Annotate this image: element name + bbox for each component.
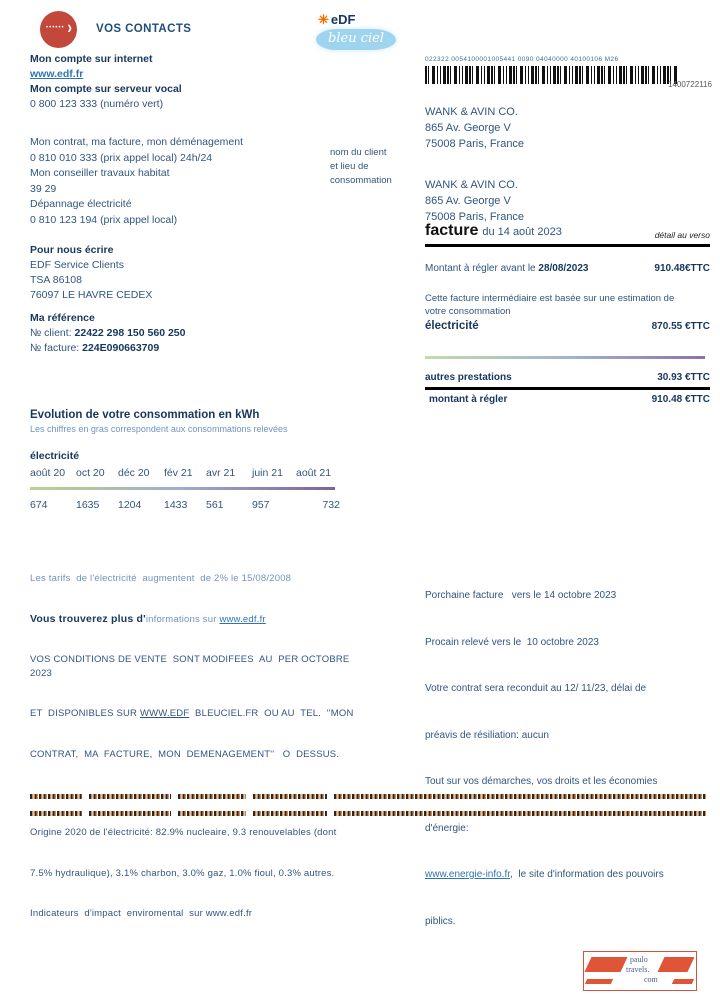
origin-line: Origine 2020 de l'électricité: 82.9% nucleaire, 9.3 renouvelables (dont bbox=[30, 827, 337, 838]
due-amount-row: Montant à régler avant le 28/08/2023 910.48€TTC bbox=[425, 263, 710, 274]
totals-block bbox=[425, 372, 710, 405]
dotted-separator bbox=[30, 794, 706, 799]
advisor-label: Mon conseiller travaux habitat bbox=[30, 167, 170, 179]
watermark-text: paulo bbox=[630, 955, 648, 964]
consumption-energy-label: électricité bbox=[30, 450, 80, 462]
invoice-number-value: 224E090663709 bbox=[82, 342, 160, 354]
barcode-caption: 022322 0054100001005441 0090 04040000 40100106 M26 bbox=[425, 56, 619, 63]
edf-cloud-badge: bleu ciel bbox=[316, 29, 396, 50]
consumption-site-address bbox=[425, 177, 710, 225]
stamp-dots-icon: •••••• bbox=[46, 25, 65, 31]
write-us-title: Pour nous écrire bbox=[30, 244, 114, 256]
value-cell: 1635 bbox=[76, 499, 100, 511]
invoice-number-row: № facture: 224E090663709 bbox=[30, 342, 160, 354]
other-services-row bbox=[425, 372, 710, 390]
watermark-text: travels. bbox=[626, 965, 650, 974]
advisor-number: 39 29 bbox=[30, 182, 57, 195]
month-cell: août 21 bbox=[296, 467, 332, 479]
watermark-stripe-icon bbox=[658, 957, 695, 972]
contract-number: 0 810 010 333 (prix appel local) 24h/24 bbox=[30, 151, 213, 164]
next-info-line: d'énergie: bbox=[425, 822, 469, 834]
due-amount: 910.48€TTC bbox=[654, 263, 710, 274]
consumption-gradient-rule bbox=[30, 487, 335, 490]
breakdown-number: 0 810 123 194 (prix appel local) bbox=[30, 213, 178, 226]
breakdown-label: Dépannage électricité bbox=[30, 198, 132, 210]
write-us-block bbox=[30, 243, 330, 303]
consumption-block bbox=[30, 408, 342, 513]
edf-bleuciel-link[interactable]: WWW.EDF bbox=[139, 708, 190, 719]
conditions-line: CONTRAT, MA FACTURE, MON DEMENAGEMENT'' O DESSUS. bbox=[30, 748, 340, 760]
contacts-block bbox=[30, 52, 330, 112]
value-cell: 674 bbox=[30, 499, 48, 511]
contract-label: Mon contrat, ma facture, mon déménagement bbox=[30, 136, 244, 148]
notes-block bbox=[30, 545, 360, 948]
contacts-title: VOS CONTACTS bbox=[96, 23, 192, 35]
contacts-stamp-icon bbox=[40, 11, 77, 48]
reference-title: Ma référence bbox=[30, 312, 95, 324]
month-cell: avr 21 bbox=[206, 467, 236, 479]
value-cell: 957 bbox=[252, 499, 270, 511]
client-number-row: № client: 22422 298 150 560 250 bbox=[30, 327, 186, 339]
address-line: WANK & AVIN CO. bbox=[425, 179, 518, 191]
write-us-line: 76097 LE HAVRE CEDEX bbox=[30, 289, 153, 301]
month-cell: juin 21 bbox=[252, 467, 283, 479]
watermark-text: com bbox=[644, 975, 658, 984]
next-invoice-block bbox=[425, 557, 720, 960]
phone-block bbox=[30, 135, 330, 228]
tariff-note: Les tarifs de l'électricité augmentent de 2% le 15/08/2008 bbox=[30, 573, 292, 584]
energie-info-row: www.energie-info.fr, le site d'information des pouvoirs bbox=[425, 869, 664, 880]
total-row bbox=[425, 390, 710, 405]
next-info-line: Tout sur vos démarches, vos droits et les économies bbox=[425, 776, 658, 787]
next-info-line: piblics. bbox=[425, 915, 456, 927]
next-info-line: Procain relevé vers le 10 octobre 2023 bbox=[425, 636, 599, 648]
energie-info-link[interactable]: www.energie-info.fr bbox=[425, 869, 511, 880]
invoice-date: du 14 août 2023 bbox=[482, 226, 562, 238]
vocal-number: 0 800 123 333 (numéro vert) bbox=[30, 98, 164, 110]
value-cell: 1433 bbox=[164, 499, 188, 511]
address-line: 75008 Paris, France bbox=[425, 211, 525, 223]
client-number-value: 22422 298 150 560 250 bbox=[74, 327, 186, 339]
electricity-amount: 870.55 €TTC bbox=[651, 321, 710, 332]
total-amount: 910.48 €TTC bbox=[651, 394, 710, 405]
other-services-label: autres prestations bbox=[425, 372, 512, 383]
invoice-title: facture bbox=[425, 222, 479, 239]
write-us-line: EDF Service Clients bbox=[30, 259, 124, 271]
paulo-travels-watermark bbox=[583, 951, 697, 991]
month-cell: fév 21 bbox=[164, 467, 193, 479]
due-date: 28/08/2023 bbox=[538, 263, 589, 274]
other-services-amount: 30.93 €TTC bbox=[657, 372, 710, 383]
edf-star-icon: ✳ bbox=[318, 12, 329, 27]
barcode-number: 1400722116 bbox=[668, 80, 712, 89]
watermark-stripe-icon bbox=[585, 957, 628, 972]
consumption-title: Evolution de votre consommation en kWh bbox=[30, 409, 260, 421]
consumption-values-row bbox=[30, 498, 342, 513]
dotted-separator bbox=[30, 811, 706, 816]
consumption-months-row bbox=[30, 466, 342, 481]
vocal-label: Mon compte sur serveur vocal bbox=[30, 83, 182, 95]
electricity-amount-row bbox=[425, 320, 710, 332]
month-cell: oct 20 bbox=[76, 467, 105, 479]
origin-line: Indicateurs d'impact enviromental sur www.edf.fr bbox=[30, 908, 253, 919]
edf-info-link[interactable]: www.edf.fr bbox=[219, 613, 266, 625]
electricity-label: électricité bbox=[425, 320, 479, 332]
origin-line: 7.5% hydraulique), 3.1% charbon, 3.0% gaz, 1.0% fioul, 0.3% autres. bbox=[30, 867, 335, 879]
watermark-stripe-icon bbox=[585, 979, 613, 984]
info-note: Vous trouverez plus d'informations sur www.edf.fr bbox=[30, 612, 266, 625]
reference-block bbox=[30, 311, 330, 356]
recipient-address bbox=[425, 104, 710, 152]
address-line: 865 Av. George V bbox=[425, 122, 511, 134]
value-cell: 561 bbox=[206, 499, 224, 511]
next-info-line: préavis de résiliation: aucun bbox=[425, 729, 549, 741]
edf-bleu-ciel-logo bbox=[316, 12, 396, 50]
client-annotation: nom du client et lieu de consommation bbox=[330, 147, 392, 186]
stamp-arrow-icon: › bbox=[67, 16, 72, 38]
conditions-line: VOS CONDITIONS DE VENTE SONT MODIFEES AU PER OCTOBRE 2023 bbox=[30, 654, 353, 679]
edf-website-link[interactable]: www.edf.fr bbox=[30, 68, 84, 80]
consumption-subtitle: Les chiffres en gras correspondent aux consommations relevées bbox=[30, 424, 288, 434]
address-line: 75008 Paris, France bbox=[425, 138, 525, 150]
conditions-line: ET DISPONIBLES SUR WWW.EDF BLEUCIEL.FR OU AU TEL. ''MON bbox=[30, 708, 354, 719]
month-cell: déc 20 bbox=[118, 467, 150, 479]
value-cell: 732 bbox=[322, 499, 340, 511]
total-label: montant à régler bbox=[429, 394, 508, 405]
detail-verso-note: détail au verso bbox=[654, 230, 710, 240]
amount-gradient-rule bbox=[425, 356, 705, 359]
next-info-line: Porchaine facture vers le 14 octobre 2023 bbox=[425, 590, 617, 601]
internet-label: Mon compte sur internet bbox=[30, 53, 153, 65]
month-cell: août 20 bbox=[30, 467, 66, 479]
barcode bbox=[425, 66, 677, 84]
estimation-note: Cette facture intermédiaire est basée sur une estimation de votre consommation bbox=[425, 293, 675, 317]
address-line: 865 Av. George V bbox=[425, 195, 511, 207]
edf-brand: ✳ eDF bbox=[318, 12, 356, 27]
next-info-line: Votre contrat sera reconduit au 12/ 11/23, délai de bbox=[425, 683, 647, 694]
value-cell: 1204 bbox=[118, 499, 142, 511]
watermark-stripe-icon bbox=[672, 979, 694, 984]
address-line: WANK & AVIN CO. bbox=[425, 106, 518, 118]
invoice-title-row bbox=[425, 222, 710, 247]
write-us-line: TSA 86108 bbox=[30, 274, 82, 286]
